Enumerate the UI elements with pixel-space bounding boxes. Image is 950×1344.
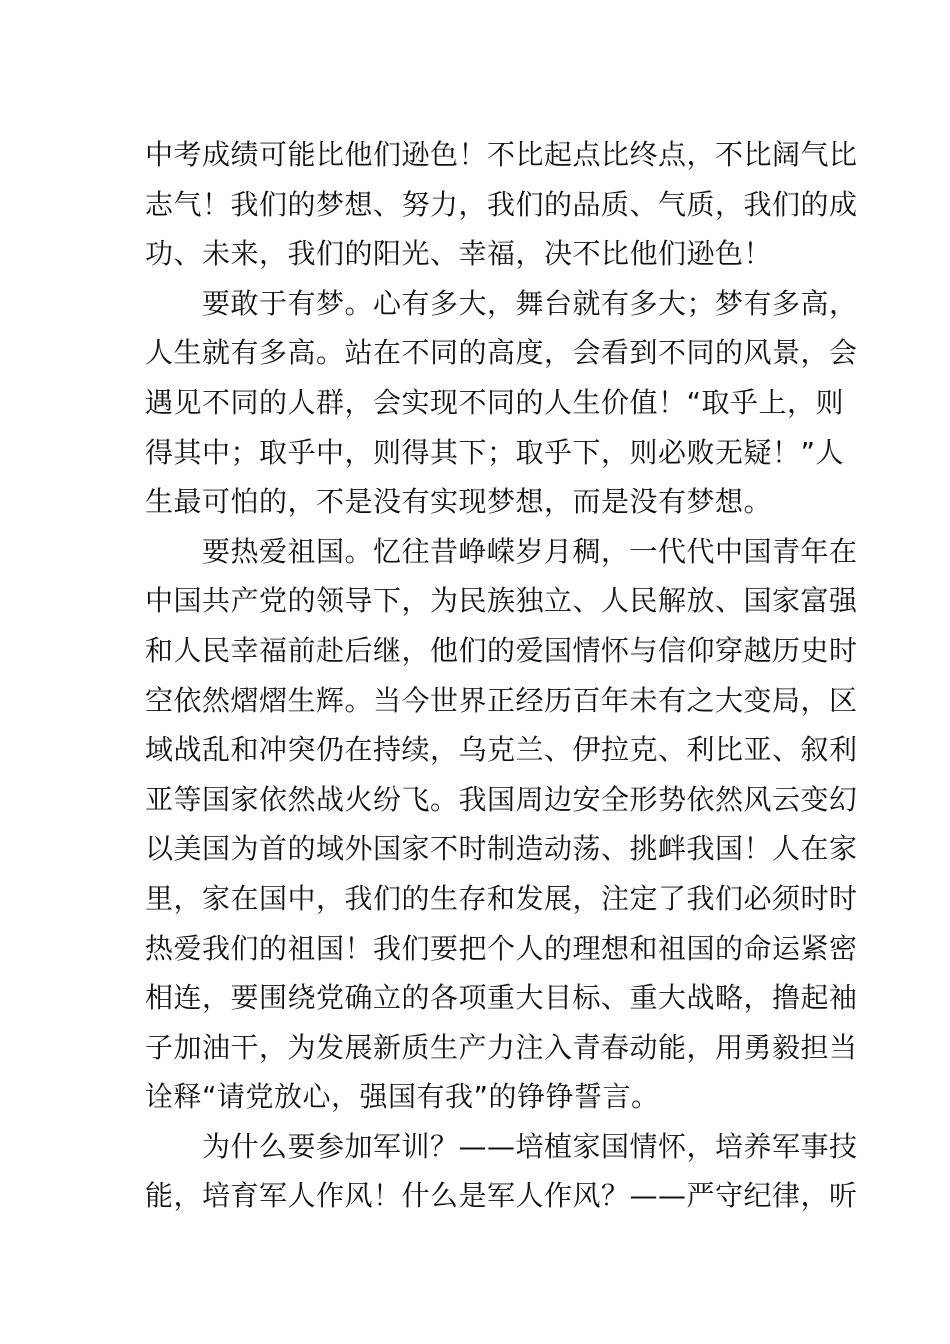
text-line: 遇见不同的人群，会实现不同的人生价值！“取乎上，则 [145, 385, 845, 419]
text-line: 相连，要围绕党确立的各项重大目标、重大战略，撸起袖 [145, 981, 858, 1015]
text-line: 以美国为首的域外国家不时制造动荡、挑衅我国！人在家 [145, 832, 858, 866]
paragraph-start-line: 要敢于有梦。心有多大，舞台就有多大；梦有多高， [202, 286, 858, 320]
text-line: 中考成绩可能比他们逊色！不比起点比终点，不比阔气比 [145, 138, 858, 171]
paragraph-start-line: 要热爱祖国。忆往昔峥嵘岁月稠，一代代中国青年在 [202, 534, 858, 568]
text-line: 热爱我们的祖国！我们要把个人的理想和祖国的命运紧密 [145, 931, 858, 965]
text-line: 中国共产党的领导下，为民族独立、人民解放、国家富强 [145, 584, 858, 618]
text-line: 里，家在国中，我们的生存和发展，注定了我们必须时时 [145, 881, 858, 915]
paragraph-start-line: 为什么要参加军训？——培植家国情怀，培养军事技 [202, 1129, 858, 1163]
text-line: 功、未来，我们的阳光、幸福，决不比他们逊色！ [145, 237, 773, 271]
text-line: 人生就有多高。站在不同的高度，会看到不同的风景，会 [145, 336, 858, 370]
text-line: 生最可怕的，不是没有实现梦想，而是没有梦想。 [145, 485, 773, 519]
text-line: 亚等国家依然战火纷飞。我国周边安全形势依然风云变幻 [145, 782, 858, 816]
body-text [145, 130, 858, 1221]
text-line: 得其中；取乎中，则得其下；取乎下，则必败无疑！”人 [145, 435, 845, 469]
text-line: 域战乱和冲突仍在持续，乌克兰、伊拉克、利比亚、叙利 [145, 733, 858, 767]
text-line: 子加油干，为发展新质生产力注入青春动能，用勇毅担当 [145, 1030, 858, 1064]
text-line: 和人民幸福前赴后继，他们的爱国情怀与信仰穿越历史时 [145, 633, 858, 667]
text-line: 志气！我们的梦想、努力，我们的品质、气质，我们的成 [145, 187, 858, 221]
text-line: 空依然熠熠生辉。当今世界正经历百年未有之大变局，区 [145, 683, 858, 717]
text-line: 诠释“请党放心，强国有我”的铮铮誓言。 [145, 1080, 660, 1114]
text-line: 能，培育军人作风！什么是军人作风？——严守纪律，听 [145, 1179, 858, 1213]
